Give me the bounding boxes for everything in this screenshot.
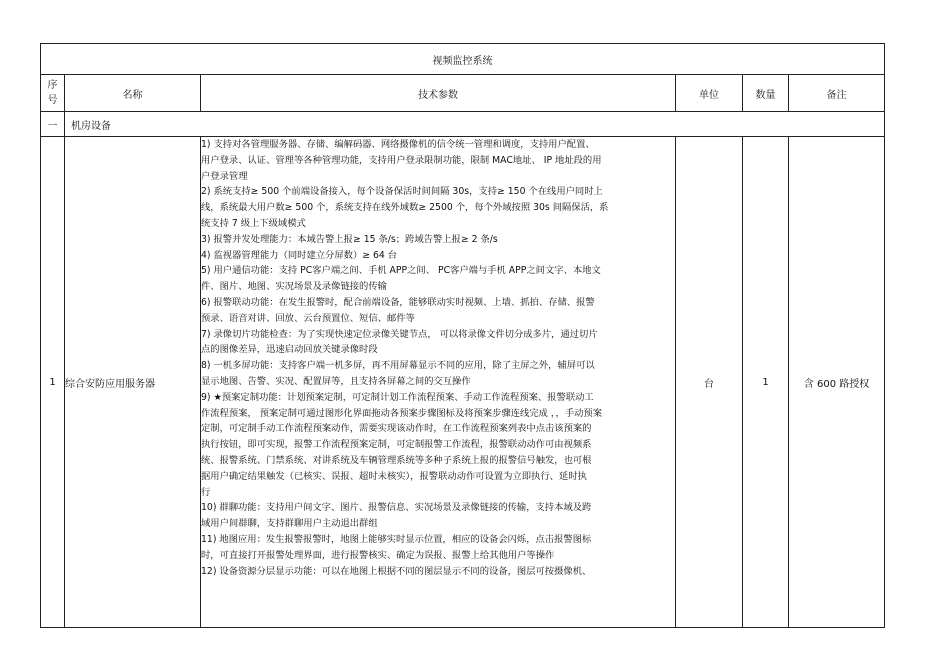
param-line: 6) 报警联动功能：在发生报警时，配合前端设备，能够联动实时视频、上墙、抓拍、存储、报警 <box>201 296 595 308</box>
param-line: 用户登录、认证、管理等各种管理功能，支持用户登录限制功能，限制 MAC地址、 IP 地址段的用 <box>201 154 602 166</box>
param-line: 作流程预案， 预案定制可通过图形化界面拖动各预案步骤图标及将预案步骤连线完成 ，，手动预案 <box>201 407 603 419</box>
param-line: 件、图片、地图、实况场景及录像链接的传输 <box>201 281 387 293</box>
param-line: 4) 监视器管理能力（同时建立分屏数）≥ 64 台 <box>201 249 398 261</box>
param-line: 5) 用户通信功能：支持 PC客户端之间、手机 APP之间、 PC客户端与手机 APP之间文字、本地文 <box>201 265 601 277</box>
param-line: 户登录管理 <box>201 170 248 182</box>
param-line: 执行按钮，即可实现，报警工作流程预案定制，可定制报警工作流程，报警联动动作可由视频系 <box>201 439 592 451</box>
item-seq: 1 <box>41 137 65 628</box>
item-name: 综合安防应用服务器 <box>65 137 201 628</box>
header-row <box>41 75 885 112</box>
header-params: 技术参数 <box>201 75 676 112</box>
header-remark: 备注 <box>789 75 885 112</box>
param-line: 时，可直接打开报警处理界面，进行报警核实、确定为误报、报警上给其他用户等操作 <box>201 549 555 561</box>
param-line: 定制，可定制手动工作流程预案动作，需要实现该动作时，在工作流程预案列表中点击该预案的 <box>201 423 592 435</box>
header-seq-line1: 序 <box>47 80 58 91</box>
item-unit: 台 <box>676 137 743 628</box>
section-label: 机房设备 <box>65 112 885 137</box>
param-lines <box>201 137 675 627</box>
param-line: 8) 一机多屏功能：支持客户端一机多屏，再不用屏幕显示不同的应用，除了主屏之外，辅屏可以 <box>201 360 595 372</box>
param-line: 显示地图、告警、实况、配置屏等，且支持各屏幕之间的交互操作 <box>201 375 471 387</box>
param-line: 2) 系统支持≥ 500 个前端设备接入，每个设备保活时间间隔 30s，支持≥ 150 个在线用户同时上 <box>201 186 603 198</box>
header-qty: 数量 <box>743 75 789 112</box>
table-row <box>41 137 885 628</box>
param-line: 10) 群聊功能：支持用户间文字、图片、报警信息、实况场景及录像链接的传输，支持本域及跨 <box>201 502 592 514</box>
param-line: 统、报警系统、门禁系统、对讲系统及车辆管理系统等多种子系统上报的报警信号触发，也可根 <box>201 454 592 466</box>
header-unit: 单位 <box>676 75 743 112</box>
section-row <box>41 112 885 137</box>
table-title: 视频监控系统 <box>41 44 885 75</box>
param-line: 11) 地图应用：发生报警报警时，地图上能够实时显示位置，相应的设备会闪烁，点击报警图标 <box>201 533 592 545</box>
spec-table <box>40 43 885 628</box>
param-line: 预录、语音对讲、回放、云台预置位、短信、邮件等 <box>201 312 415 324</box>
param-line: 3) 报警并发处理能力：本域告警上报≥ 15 条/s；跨域告警上报≥ 2 条/s <box>201 233 498 245</box>
item-params <box>201 137 676 628</box>
param-line: 7) 录像切片功能检查：为了实现快速定位录像关键节点， 可以将录像文件切分成多片，通过切片 <box>201 328 598 340</box>
item-qty: 1 <box>743 137 789 628</box>
param-line: 12) 设备资源分层显示功能：可以在地图上根据不同的图层显示不同的设备，图层可按摄像机、 <box>201 565 592 577</box>
param-line: 域用户间群聊，支持群聊用户主动退出群组 <box>201 518 378 530</box>
param-line: 据用户确定结果触发（已核实、误报、超时未核实），报警联动动作可设置为立即执行、延时执 <box>201 470 587 482</box>
param-line: 统支持 7 级上下级域模式 <box>201 217 306 229</box>
param-line: 行 <box>201 486 211 498</box>
header-seq-line2: 号 <box>47 95 58 106</box>
header-seq <box>41 75 65 112</box>
param-line: 点的图像差异，迅速启动回放关键录像时段 <box>201 344 378 356</box>
item-remark: 含 600 路授权 <box>789 137 885 628</box>
section-number: 一 <box>41 112 65 137</box>
param-line: 9) ★预案定制功能：计划预案定制，可定制计划工作流程预案、手动工作流程预案、报警联动工 <box>201 391 594 403</box>
param-line: 1) 支持对各管理服务器、存储、编解码器、网络摄像机的信令统一管理和调度，支持用户配置、 <box>201 139 595 150</box>
param-line: 线，系统最大用户数≥ 500 个，系统支持在线外域数≥ 2500 个，每个外域按照 30s 间隔保活，系 <box>201 202 609 214</box>
header-name: 名称 <box>65 75 201 112</box>
